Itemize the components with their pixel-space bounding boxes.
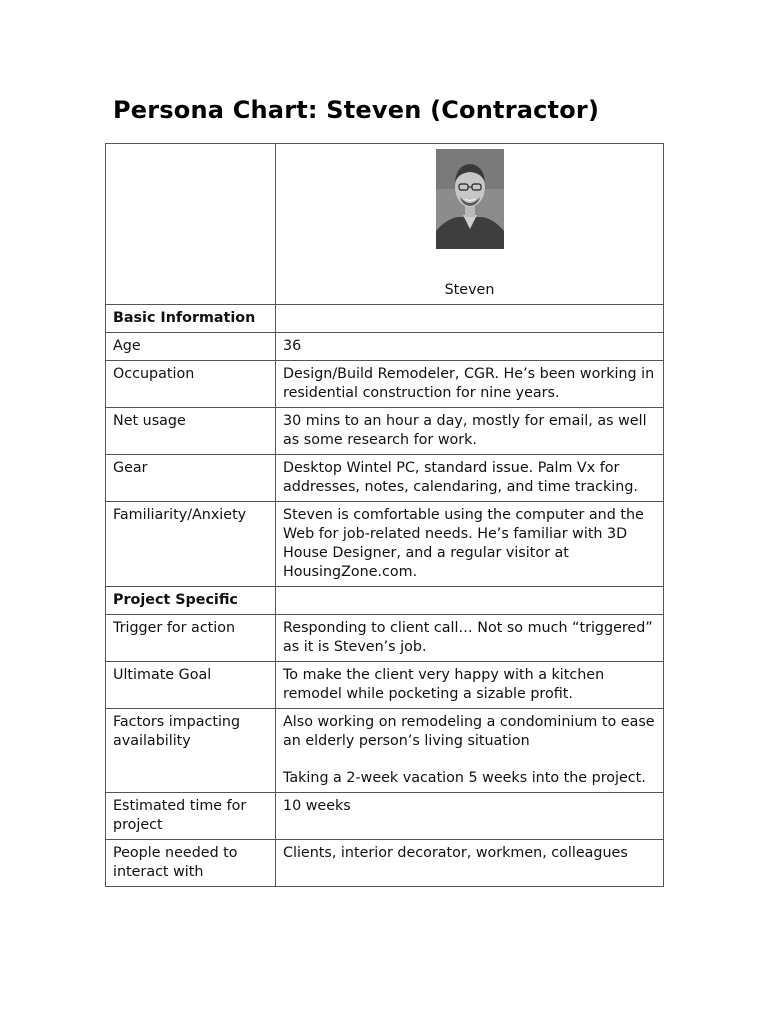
row-label: Trigger for action [106, 615, 276, 662]
row-value: Design/Build Remodeler, CGR. He’s been working in residential construction for nine years. [276, 361, 664, 408]
row-label: Ultimate Goal [106, 662, 276, 709]
row-label: Age [106, 333, 276, 361]
persona-name: Steven [444, 282, 495, 298]
table-row-time [106, 793, 664, 840]
section-project-specific [106, 587, 664, 615]
row-value-paragraph: Taking a 2-week vacation 5 weeks into the project. [283, 770, 646, 786]
row-value: 10 weeks [276, 793, 664, 840]
row-label: People needed to interact with [106, 840, 276, 887]
table-row-net-usage [106, 408, 664, 455]
row-label: Gear [106, 455, 276, 502]
table-row-occupation [106, 361, 664, 408]
table-row-gear [106, 455, 664, 502]
section-empty-cell [276, 587, 664, 615]
person-portrait-icon [436, 149, 504, 249]
row-label: Estimated time for project [106, 793, 276, 840]
row-label: Factors impacting availability [106, 709, 276, 793]
photo-row [106, 144, 664, 305]
row-value: 30 mins to an hour a day, mostly for email, as well as some research for work. [276, 408, 664, 455]
portrait-graphic [436, 149, 504, 249]
row-value: Responding to client call… Not so much “triggered” as it is Steven’s job. [276, 615, 664, 662]
row-value-paragraph: Also working on remodeling a condominium to ease an elderly person’s living situation [283, 714, 655, 749]
table-row-familiarity [106, 502, 664, 587]
row-value: 36 [276, 333, 664, 361]
table-row-trigger [106, 615, 664, 662]
table-row-people [106, 840, 664, 887]
row-value-multi [276, 709, 664, 793]
row-value: Clients, interior decorator, workmen, colleagues [276, 840, 664, 887]
row-value: Desktop Wintel PC, standard issue. Palm Vx for addresses, notes, calendaring, and time tracking. [276, 455, 664, 502]
photo-label-cell [106, 144, 276, 305]
persona-table [105, 143, 664, 887]
row-value: To make the client very happy with a kitchen remodel while pocketing a sizable profit. [276, 662, 664, 709]
section-basic-information [106, 305, 664, 333]
table-row-factors [106, 709, 664, 793]
photo-cell [276, 144, 664, 305]
row-label: Net usage [106, 408, 276, 455]
table-row-goal [106, 662, 664, 709]
row-value: Steven is comfortable using the computer and the Web for job-related needs. He’s familiar with 3D House Designer, and a regular visitor at HousingZone.com. [276, 502, 664, 587]
section-empty-cell [276, 305, 664, 333]
section-label: Basic Information [106, 305, 276, 333]
row-label: Familiarity/Anxiety [106, 502, 276, 587]
row-label: Occupation [106, 361, 276, 408]
section-label: Project Specific [106, 587, 276, 615]
page-title: Persona Chart: Steven (Contractor) [113, 96, 600, 124]
table-row-age [106, 333, 664, 361]
